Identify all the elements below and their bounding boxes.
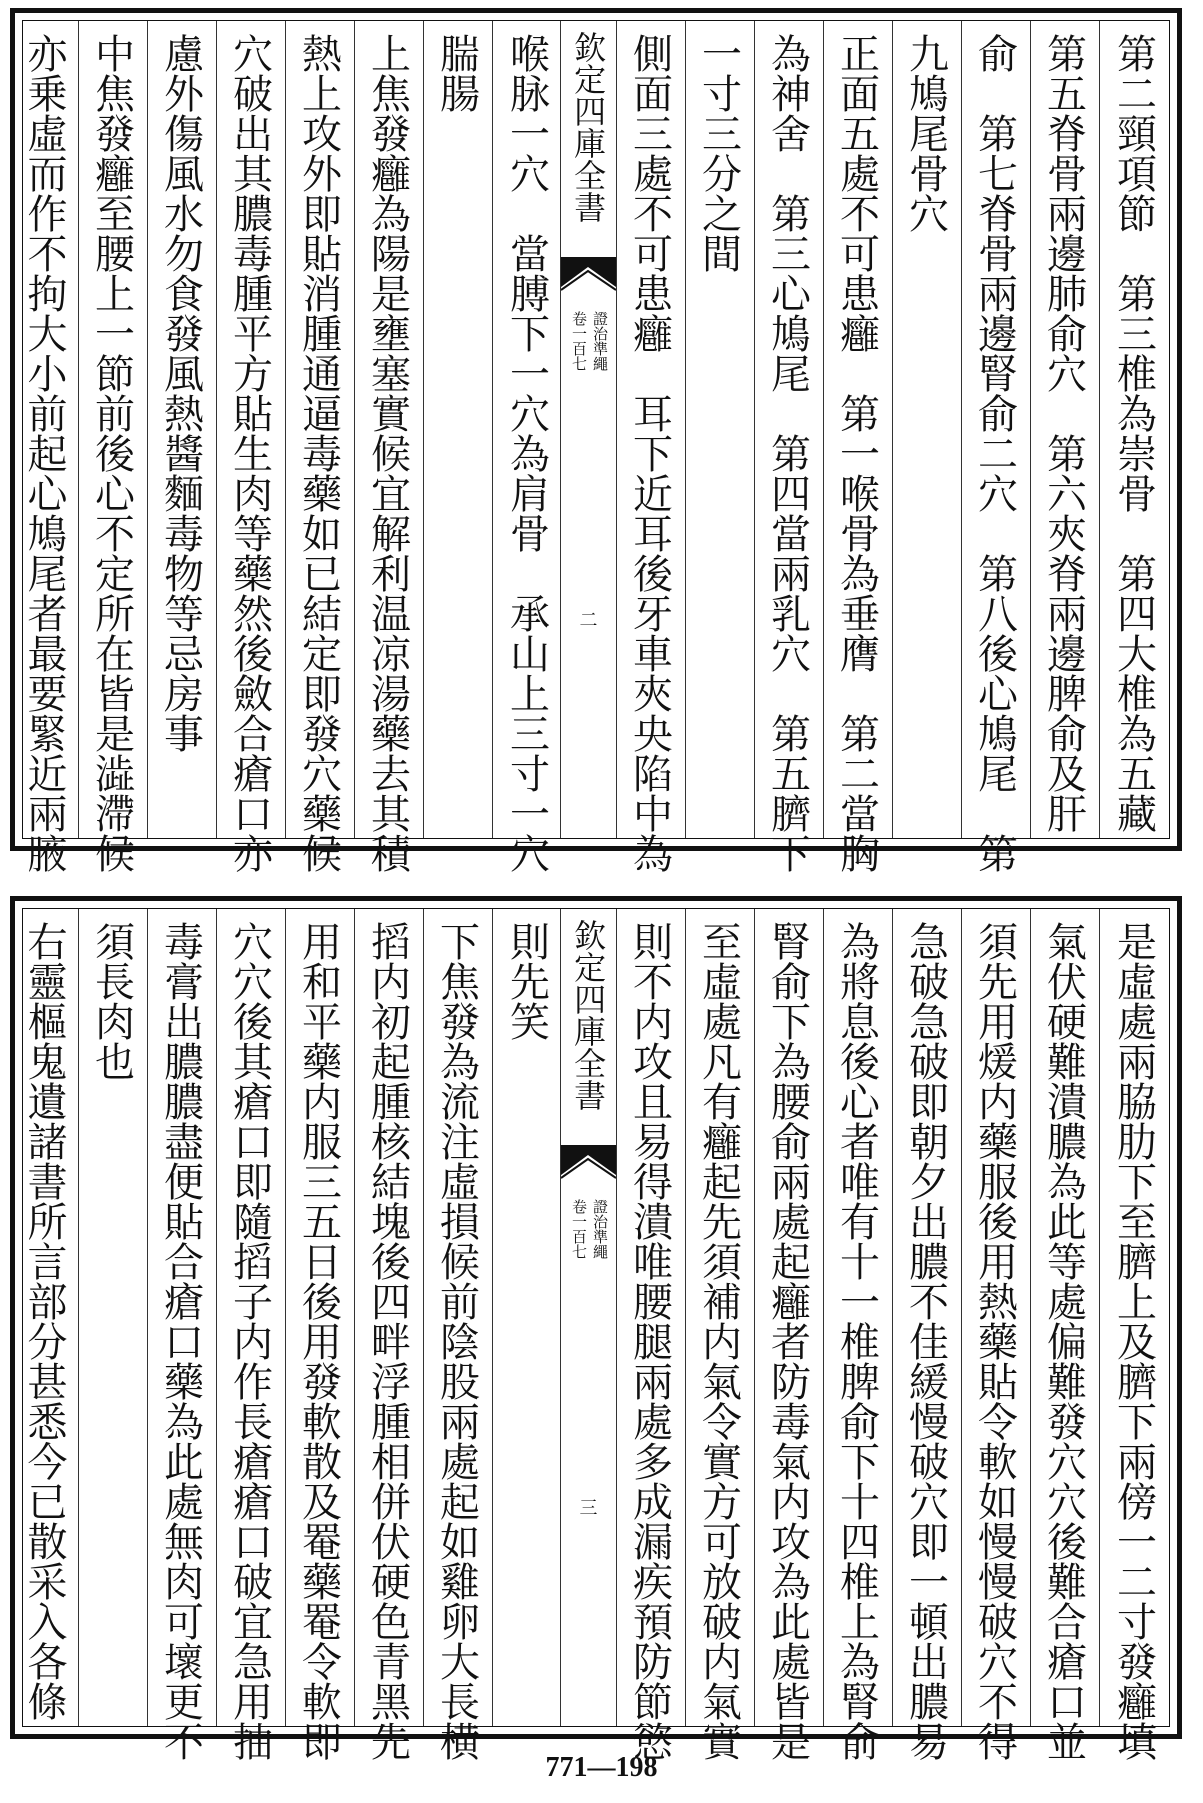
text-frame bbox=[21, 908, 1170, 1761]
text-column bbox=[685, 21, 755, 838]
text-column bbox=[1030, 909, 1100, 1761]
collection-title: 欽定四庫全書 bbox=[569, 31, 608, 223]
collection-title: 欽定四庫全書 bbox=[569, 919, 608, 1111]
column-text: 下焦發為流注虛損候前陰股兩處起如雞卵大長横 bbox=[433, 921, 480, 1761]
text-column bbox=[216, 21, 286, 873]
column-text: 俞 第七脊骨兩邊腎俞二穴 第八後心鳩尾 第 bbox=[971, 33, 1018, 873]
book-title: 證治準繩 bbox=[591, 311, 609, 371]
text-column bbox=[892, 909, 962, 1761]
column-text: 穴破出其膿毒腫平方貼生肉等藥然後斂合瘡口亦 bbox=[226, 33, 273, 873]
fishtail-mark bbox=[561, 1145, 616, 1185]
text-column bbox=[285, 909, 355, 1761]
text-frame bbox=[21, 20, 1170, 873]
column-text: 中焦發癰至腰上一節前後心不定所在皆是澁滯候 bbox=[88, 33, 135, 873]
column-text: 氣伏硬難潰膿為此等處偏難發穴穴後難合瘡口並 bbox=[1040, 921, 1087, 1761]
text-column bbox=[1030, 21, 1100, 838]
text-column bbox=[423, 21, 493, 838]
text-column bbox=[493, 21, 562, 873]
column-text: 則先笑 bbox=[503, 921, 550, 1041]
page-lower bbox=[10, 896, 1182, 1761]
text-column bbox=[285, 21, 355, 873]
column-text: 九鳩尾骨穴 bbox=[902, 33, 949, 233]
column-text: 穴穴後其瘡口即隨搯子内作長瘡瘡口破宜急用抽 bbox=[226, 921, 273, 1761]
page-number: 771—198 bbox=[545, 1752, 658, 1783]
column-text: 熱上攻外即貼消腫通逼毒藥如已結定即發穴藥候 bbox=[295, 33, 342, 873]
center-fold bbox=[560, 21, 617, 838]
text-column bbox=[823, 21, 893, 873]
center-fold bbox=[560, 909, 617, 1726]
column-text: 腨腸 bbox=[433, 33, 480, 113]
text-column bbox=[1100, 909, 1169, 1761]
text-column bbox=[147, 909, 217, 1761]
text-column bbox=[961, 909, 1031, 1761]
text-column bbox=[354, 21, 424, 873]
text-column bbox=[1100, 21, 1169, 838]
column-text: 亦乗虛而作不拘大小前起心鳩尾者最要緊近兩腋 bbox=[21, 33, 67, 873]
column-text: 上焦發癰為陽是壅塞實候宜解利温凉湯藥去其積 bbox=[364, 33, 411, 873]
column-text: 為將息後心者唯有十一椎脾俞下十四椎上為腎俞 bbox=[833, 921, 880, 1761]
text-column bbox=[616, 909, 686, 1761]
text-column bbox=[354, 909, 424, 1761]
column-text: 右靈樞鬼遺諸書所言部分甚悉今已散采入各條 bbox=[21, 921, 67, 1721]
column-text: 須先用煖内藥服後用熱藥貼令軟如慢慢破穴不得 bbox=[971, 921, 1018, 1761]
column-text: 是虛處兩脇肋下至臍上及臍下兩傍一二寸發癰填 bbox=[1110, 921, 1157, 1761]
column-text: 側面三處不可患癰 耳下近耳後牙車夾央陷中為 bbox=[626, 33, 673, 873]
text-column bbox=[423, 909, 493, 1761]
column-text: 至虛處凡有癰起先須補内氣令實方可放破内氣實 bbox=[695, 921, 742, 1761]
text-column bbox=[616, 21, 686, 873]
column-text: 正面五處不可患癰 第一喉骨為垂膺 第二當胸 bbox=[833, 33, 880, 873]
column-text: 毒膏出膿膿盡便貼合瘡口藥為此處無肉可壞更不 bbox=[157, 921, 204, 1761]
text-column bbox=[754, 909, 824, 1761]
page-upper bbox=[10, 8, 1182, 873]
text-column bbox=[216, 909, 286, 1761]
volume-label: 卷一百七 bbox=[570, 311, 588, 371]
column-text: 為神舍 第三心鳩尾 第四當兩乳穴 第五臍下 bbox=[764, 33, 811, 873]
text-column bbox=[12, 909, 79, 1726]
column-text: 一寸三分之間 bbox=[695, 33, 742, 273]
column-text: 第二頸項節 第三椎為崇骨 第四大椎為五藏 bbox=[1110, 33, 1157, 833]
text-column bbox=[12, 21, 79, 873]
column-text: 則不内攻且易得潰唯腰腿兩處多成漏疾預防節慾 bbox=[626, 921, 673, 1761]
text-column bbox=[961, 21, 1031, 873]
column-text: 喉脉一穴 當膊下一穴為肩骨 承山上三寸一穴 bbox=[503, 33, 550, 873]
text-column bbox=[754, 21, 824, 873]
column-text: 急破急破即朝夕出膿不佳緩慢破穴即一頓出膿易 bbox=[902, 921, 949, 1761]
column-text: 須長肉也 bbox=[88, 921, 135, 1081]
column-text: 搯内初起腫核結塊後四畔浮腫相併伏硬色青黑先 bbox=[364, 921, 411, 1761]
column-text: 慮外傷風水勿食發風熱醬麵毒物等忌房事 bbox=[157, 33, 204, 753]
column-text: 第五脊骨兩邊肺俞穴 第六夾脊兩邊脾俞及肝 bbox=[1040, 33, 1087, 833]
text-column bbox=[892, 21, 962, 838]
book-title: 證治準繩 bbox=[591, 1199, 609, 1259]
fishtail-mark bbox=[561, 257, 616, 297]
leaf-number: 二 bbox=[579, 610, 598, 630]
volume-label: 卷一百七 bbox=[570, 1199, 588, 1259]
leaf-number: 三 bbox=[579, 1498, 598, 1518]
text-column bbox=[147, 21, 217, 838]
text-column bbox=[493, 909, 562, 1726]
text-column bbox=[823, 909, 893, 1761]
text-column bbox=[78, 21, 148, 873]
text-column bbox=[685, 909, 755, 1761]
column-text: 用和平藥内服三五日後用發軟散及罨藥罨令軟即 bbox=[295, 921, 342, 1761]
text-column bbox=[78, 909, 148, 1726]
column-text: 腎俞下為腰俞兩處起癰者防毒氣内攻為此處皆是 bbox=[764, 921, 811, 1761]
